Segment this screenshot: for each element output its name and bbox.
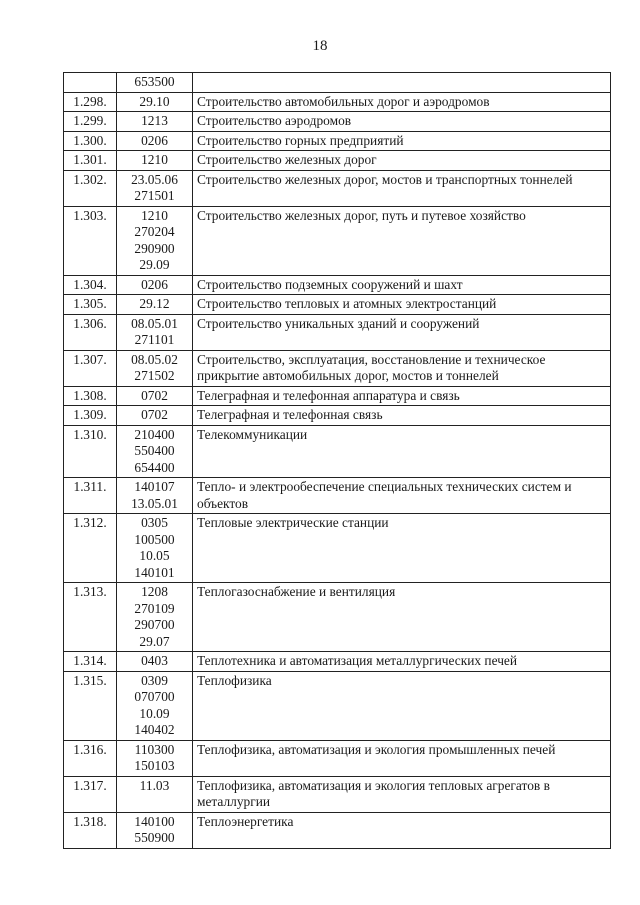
specialty-name: Строительство тепловых и атомных электростанций [193, 295, 611, 315]
table-row [64, 170, 611, 206]
table-row [64, 776, 611, 812]
row-number: 1.309. [64, 406, 117, 426]
specialty-name: Строительство железных дорог, путь и путевое хозяйство [193, 206, 611, 275]
specialty-codes [117, 776, 193, 812]
specialty-name: Тепловые электрические станции [193, 514, 611, 583]
page-number: 18 [312, 38, 328, 54]
specialty-code: 10.09 [139, 705, 170, 721]
specialty-code: 290700 [134, 617, 175, 632]
specialty-code: 0206 [141, 276, 168, 292]
row-number: 1.317. [64, 776, 117, 812]
specialty-code: 140107 [134, 479, 175, 494]
specialty-codes [117, 275, 193, 295]
specialty-name: Теплофизика, автоматизация и экология промышленных печей [193, 740, 611, 776]
specialty-code: 270109 [134, 600, 175, 616]
specialty-code: 0305 [141, 515, 168, 530]
specialty-codes [117, 151, 193, 171]
specialty-code: 110300 [134, 741, 175, 757]
specialty-code: 550400 [134, 443, 175, 458]
specialty-code: 653500 [134, 74, 175, 89]
row-number: 1.316. [64, 740, 117, 776]
specialty-code: 0206 [141, 132, 168, 148]
specialty-name: Строительство, эксплуатация, восстановление и техническое прикрытие автомобильных дорог, мостов и тоннелей [193, 350, 611, 386]
table-row [64, 514, 611, 583]
table-row [64, 206, 611, 275]
table-row [64, 652, 611, 672]
table-row [64, 112, 611, 132]
specialty-code: 10.05 [139, 548, 170, 563]
specialty-name: Теплоэнергетика [193, 812, 611, 848]
table-body [64, 73, 611, 849]
table-row [64, 671, 611, 740]
specialty-codes [117, 652, 193, 672]
specialty-code: 140402 [134, 722, 175, 737]
specialty-codes [117, 206, 193, 275]
specialty-code: 0403 [141, 653, 168, 668]
table-row [64, 425, 611, 478]
specialty-name: Строительство аэродромов [193, 112, 611, 132]
specialty-code: 23.05.06 [131, 171, 178, 187]
specialty-codes [117, 478, 193, 514]
specialty-name: Теплофизика [193, 671, 611, 740]
row-number: 1.312. [64, 514, 117, 583]
specialty-codes [117, 92, 193, 112]
specialty-code: 0702 [141, 387, 168, 403]
specialty-name: Теплогазоснабжение и вентиляция [193, 583, 611, 652]
specialty-codes [117, 170, 193, 206]
specialty-code: 550900 [134, 830, 175, 845]
specialty-code: 29.10 [139, 93, 170, 109]
row-number: 1.305. [64, 295, 117, 315]
specialty-name: Строительство железных дорог, мостов и транспортных тоннелей [193, 170, 611, 206]
specialty-code: 100500 [134, 531, 175, 547]
specialty-code: 1210 [141, 207, 168, 223]
specialty-codes [117, 131, 193, 151]
row-number: 1.299. [64, 112, 117, 132]
row-number: 1.318. [64, 812, 117, 848]
specialty-codes [117, 406, 193, 426]
specialty-codes [117, 350, 193, 386]
specialty-name: Телеграфная и телефонная связь [193, 406, 611, 426]
row-number: 1.302. [64, 170, 117, 206]
row-number: 1.301. [64, 151, 117, 171]
specialty-code: 29.12 [139, 296, 170, 311]
table-row [64, 406, 611, 426]
specialty-code: 210400 [134, 426, 175, 442]
table-row [64, 92, 611, 112]
row-number: 1.311. [64, 478, 117, 514]
specialty-codes [117, 740, 193, 776]
table-row [64, 478, 611, 514]
specialty-codes [117, 386, 193, 406]
specialty-name: Теплофизика, автоматизация и экология тепловых агрегатов в металлургии [193, 776, 611, 812]
specialty-code: 290900 [134, 240, 175, 256]
table-row [64, 151, 611, 171]
row-number: 1.314. [64, 652, 117, 672]
specialty-code: 13.05.01 [131, 495, 178, 511]
table-row [64, 314, 611, 350]
specialty-name: Строительство уникальных зданий и сооружений [193, 314, 611, 350]
specialty-code: 29.09 [139, 257, 170, 272]
specialty-name: Телеграфная и телефонная аппаратура и связь [193, 386, 611, 406]
specialty-code: 1213 [141, 113, 168, 128]
row-number: 1.303. [64, 206, 117, 275]
specialty-name [193, 73, 611, 93]
specialty-code: 1210 [141, 152, 168, 167]
table-row [64, 275, 611, 295]
specialty-codes [117, 73, 193, 93]
specialty-codes [117, 112, 193, 132]
specialty-code: 1208 [141, 584, 168, 599]
specialty-name: Теплотехника и автоматизация металлургических печей [193, 652, 611, 672]
specialty-code: 11.03 [139, 777, 170, 793]
table-row [64, 583, 611, 652]
row-number: 1.307. [64, 350, 117, 386]
specialty-codes [117, 514, 193, 583]
specialty-codes [117, 425, 193, 478]
table-row [64, 350, 611, 386]
specialty-codes [117, 314, 193, 350]
specialty-code: 070700 [134, 689, 175, 704]
specialty-name: Тепло- и электрообеспечение специальных технических систем и объектов [193, 478, 611, 514]
table-row [64, 295, 611, 315]
specialty-code: 271501 [134, 188, 175, 203]
specialty-code: 150103 [134, 758, 175, 773]
table-row [64, 73, 611, 93]
row-number: 1.310. [64, 425, 117, 478]
specialty-code: 271101 [134, 332, 175, 347]
specialty-code: 271502 [134, 368, 175, 383]
specialty-table [63, 72, 611, 849]
table-row [64, 131, 611, 151]
row-number: 1.304. [64, 275, 117, 295]
specialty-codes [117, 583, 193, 652]
row-number: 1.298. [64, 92, 117, 112]
table-row [64, 386, 611, 406]
specialty-code: 08.05.02 [131, 351, 178, 367]
specialty-codes [117, 812, 193, 848]
specialty-name: Строительство подземных сооружений и шахт [193, 275, 611, 295]
table-row [64, 740, 611, 776]
specialty-code: 140100 [134, 813, 175, 829]
specialty-name: Строительство автомобильных дорог и аэродромов [193, 92, 611, 112]
row-number: 1.313. [64, 583, 117, 652]
row-number: 1.300. [64, 131, 117, 151]
row-number: 1.308. [64, 386, 117, 406]
specialty-code: 29.07 [139, 633, 170, 649]
specialty-code: 08.05.01 [131, 315, 178, 331]
specialty-codes [117, 671, 193, 740]
specialty-code: 140101 [134, 564, 175, 580]
table-row [64, 812, 611, 848]
row-number [64, 73, 117, 93]
specialty-code: 270204 [134, 224, 175, 239]
specialty-codes [117, 295, 193, 315]
specialty-name: Строительство горных предприятий [193, 131, 611, 151]
row-number: 1.306. [64, 314, 117, 350]
specialty-code: 0309 [141, 672, 168, 688]
specialty-code: 654400 [134, 459, 175, 475]
specialty-name: Строительство железных дорог [193, 151, 611, 171]
specialty-code: 0702 [141, 407, 168, 422]
specialty-name: Телекоммуникации [193, 425, 611, 478]
row-number: 1.315. [64, 671, 117, 740]
